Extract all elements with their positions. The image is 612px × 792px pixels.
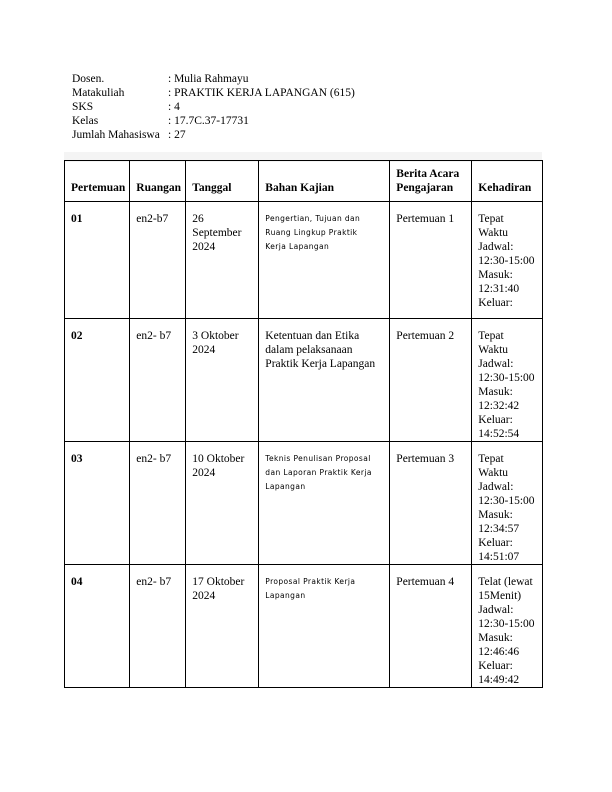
text-line: Keluar: <box>478 537 513 549</box>
text-line: Proposal Praktik Kerja <box>265 577 356 586</box>
text-line: Keluar: <box>478 414 513 426</box>
table-row <box>65 565 543 688</box>
cell-pertemuan: 03 <box>65 442 130 565</box>
text-line: 10 Oktober <box>192 453 245 465</box>
cell-ruangan: en2- b7 <box>130 442 186 565</box>
table-header-row <box>65 161 543 202</box>
info-dosen <box>72 72 355 86</box>
header-kehadiran: Kehadiran <box>472 161 543 202</box>
info-value: : 4 <box>168 101 180 113</box>
cell-berita-acara: Pertemuan 3 <box>390 442 472 565</box>
info-kelas <box>72 114 355 128</box>
cell-bahan-kajian <box>259 319 390 442</box>
text-line: 12:31:40 <box>478 283 520 295</box>
text-line: 14:51:07 <box>478 551 520 563</box>
text-line: 12:46:46 <box>478 646 520 658</box>
text-line: Praktik Kerja Lapangan <box>265 358 376 370</box>
cell-berita-acara: Pertemuan 1 <box>390 202 472 319</box>
text-line: dan Laporan Praktik Kerja <box>265 468 372 477</box>
text-line: Lapangan <box>265 482 306 491</box>
text-line: Keluar: <box>478 297 513 309</box>
text-line: Jadwal: <box>478 358 514 370</box>
text-line: 15Menit) <box>478 590 522 602</box>
cell-bahan-kajian <box>259 202 390 319</box>
cell-tanggal <box>186 565 259 688</box>
text-line: Tepat <box>478 213 504 225</box>
text-line: 2024 <box>192 467 216 479</box>
text-line: Jadwal: <box>478 604 514 616</box>
cell-ruangan: en2- b7 <box>130 319 186 442</box>
info-value: : Mulia Rahmayu <box>168 73 249 85</box>
text-line: Ruang Lingkup Praktik <box>265 228 358 237</box>
text-line: 12:30-15:00 <box>478 618 535 630</box>
cell-kehadiran <box>472 319 543 442</box>
info-value: : PRAKTIK KERJA LAPANGAN (615) <box>168 87 355 99</box>
text-line: 3 Oktober <box>192 330 239 342</box>
course-info <box>72 72 355 142</box>
text-line: September <box>192 227 242 239</box>
table-row <box>65 319 543 442</box>
table-row <box>65 202 543 319</box>
text-line: Lapangan <box>265 591 306 600</box>
text-line: Kerja Lapangan <box>265 242 330 251</box>
cell-pertemuan: 01 <box>65 202 130 319</box>
info-label: Jumlah Mahasiswa <box>72 129 160 141</box>
cell-ruangan: en2-b7 <box>130 202 186 319</box>
cell-berita-acara: Pertemuan 2 <box>390 319 472 442</box>
table-row <box>65 442 543 565</box>
text-line: Waktu <box>478 344 509 356</box>
text-line: Teknis Penulisan Proposal <box>265 454 371 463</box>
text-line: Keluar: <box>478 660 513 672</box>
cell-kehadiran <box>472 565 543 688</box>
text-line: Jadwal: <box>478 481 514 493</box>
cell-tanggal <box>186 202 259 319</box>
cell-pertemuan: 02 <box>65 319 130 442</box>
info-value: : 17.7C.37-17731 <box>168 115 249 127</box>
text-line: Ketentuan dan Etika <box>265 330 360 342</box>
header-berita-line: Pengajaran <box>396 182 454 194</box>
cell-ruangan: en2- b7 <box>130 565 186 688</box>
cell-bahan-kajian <box>259 565 390 688</box>
text-line: 26 <box>192 213 204 225</box>
text-line: Masuk: <box>478 386 513 398</box>
text-line: 14:52:54 <box>478 428 520 440</box>
header-bahan-kajian: Bahan Kajian <box>259 161 390 202</box>
cell-pertemuan: 04 <box>65 565 130 688</box>
text-line: 17 Oktober <box>192 576 245 588</box>
text-line: Tepat <box>478 453 504 465</box>
text-line: Waktu <box>478 227 509 239</box>
text-line: 12:30-15:00 <box>478 372 535 384</box>
info-sks <box>72 100 355 114</box>
text-line: Tepat <box>478 330 504 342</box>
header-berita-line: Berita Acara <box>396 168 460 180</box>
text-line: 12:30-15:00 <box>478 495 535 507</box>
text-line: Waktu <box>478 467 509 479</box>
text-line: Masuk: <box>478 509 513 521</box>
text-line: 2024 <box>192 241 216 253</box>
info-jumlah <box>72 128 355 142</box>
text-line: Pengertian, Tujuan dan <box>265 214 361 223</box>
info-label: SKS <box>72 101 94 113</box>
text-line: 2024 <box>192 590 216 602</box>
text-line: 12:30-15:00 <box>478 255 535 267</box>
info-label: Matakuliah <box>72 87 125 99</box>
cell-bahan-kajian <box>259 442 390 565</box>
header-tanggal: Tanggal <box>186 161 259 202</box>
text-line: Masuk: <box>478 632 513 644</box>
cell-tanggal <box>186 442 259 565</box>
header-ruangan: Ruangan <box>130 161 186 202</box>
info-matakuliah <box>72 86 355 100</box>
info-label: Kelas <box>72 115 99 127</box>
text-line: Jadwal: <box>478 241 514 253</box>
text-line: Masuk: <box>478 269 513 281</box>
text-line: Telat (lewat <box>478 576 533 588</box>
header-berita-acara <box>390 161 472 202</box>
text-line: 12:32:42 <box>478 400 520 412</box>
cell-berita-acara: Pertemuan 4 <box>390 565 472 688</box>
header-pertemuan: Pertemuan <box>65 161 130 202</box>
text-line: 14:49:42 <box>478 674 520 686</box>
attendance-table <box>64 160 543 688</box>
cell-kehadiran <box>472 202 543 319</box>
cell-tanggal <box>186 319 259 442</box>
cell-kehadiran <box>472 442 543 565</box>
info-value: : 27 <box>168 129 186 141</box>
text-line: 12:34:57 <box>478 523 520 535</box>
info-label: Dosen. <box>72 73 105 85</box>
text-line: dalam pelaksanaan <box>265 344 353 356</box>
text-line: 2024 <box>192 344 216 356</box>
